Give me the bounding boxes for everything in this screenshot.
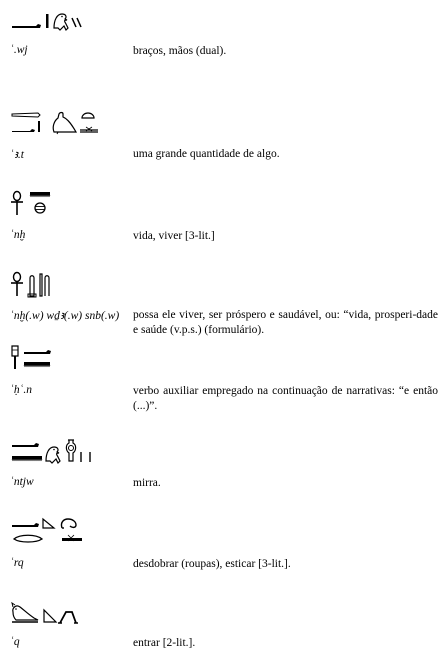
cormorant-icon	[10, 598, 105, 628]
forearm-icon	[10, 516, 105, 546]
transliteration: ʿḥʿ.n	[10, 384, 33, 396]
cloth-icon	[61, 519, 76, 528]
meaning: braços, mãos (dual).	[133, 45, 227, 57]
meaning: possa ele viver, ser próspero e saudável, ou: “vida, prosperi-dade e saúde (v.p.s.) (formulário).	[133, 309, 438, 336]
dual-strokes-icon	[72, 18, 81, 27]
walking-legs-icon	[58, 612, 78, 623]
quail-chick-icon	[46, 447, 60, 463]
transliteration: ʿq	[10, 636, 20, 648]
transliteration: ʿꜣ.t	[10, 149, 24, 161]
plural-strokes-icon	[80, 127, 98, 132]
meaning: desdobrar (roupas), esticar [3-lit.].	[133, 558, 291, 570]
meaning: uma grande quantidade de algo.	[133, 148, 280, 160]
transliteration: ʿ.wj	[10, 44, 28, 56]
hieroglyph-group	[10, 8, 90, 38]
ankh-icon	[10, 270, 70, 300]
forearm-icon	[24, 350, 51, 354]
water-ripple-icon	[62, 535, 82, 541]
mast-icon	[10, 342, 70, 372]
water-ripple-icon	[24, 362, 50, 367]
hieroglyph-group	[10, 598, 105, 628]
hieroglyph-group	[10, 105, 105, 135]
transliteration: ʿrq	[10, 557, 24, 569]
plural-strokes-icon	[81, 452, 90, 462]
jar-icon	[66, 440, 75, 461]
hieroglyph-group	[10, 270, 70, 300]
forearm-icon	[10, 8, 90, 38]
hieroglyph-group	[10, 342, 70, 372]
meaning: entrar [2-lit.].	[133, 637, 196, 649]
hill-slope-icon	[44, 610, 56, 622]
meaning: verbo auxiliar empregado na continuação de narrativas: “e então (...)”.	[133, 385, 438, 412]
vulture-icon	[53, 113, 76, 135]
ankh-icon	[10, 188, 70, 218]
water-ripple-icon	[30, 192, 50, 197]
hieroglyph-group	[10, 516, 105, 546]
column-icon	[10, 105, 105, 135]
hieroglyph-group	[10, 434, 105, 464]
hieroglyph-group	[10, 188, 70, 218]
forearm-icon	[10, 434, 105, 466]
bread-loaf-icon	[82, 113, 94, 118]
transliteration: ʿntjw	[10, 476, 34, 488]
transliteration: ʿnḫ	[10, 229, 26, 241]
fire-drill-icon	[28, 276, 36, 297]
meaning: mirra.	[133, 477, 161, 489]
mouth-icon	[14, 535, 42, 542]
quail-chick-icon	[54, 14, 68, 30]
hill-slope-icon	[43, 519, 54, 528]
door-bolt-icon	[40, 274, 49, 296]
placenta-icon	[35, 203, 45, 213]
transliteration: ʿnḫ(.w) wḏꜣ(.w) snb(.w)	[10, 310, 120, 322]
meaning: vida, viver [3-lit.]	[133, 230, 215, 242]
water-ripple-icon	[12, 456, 42, 461]
